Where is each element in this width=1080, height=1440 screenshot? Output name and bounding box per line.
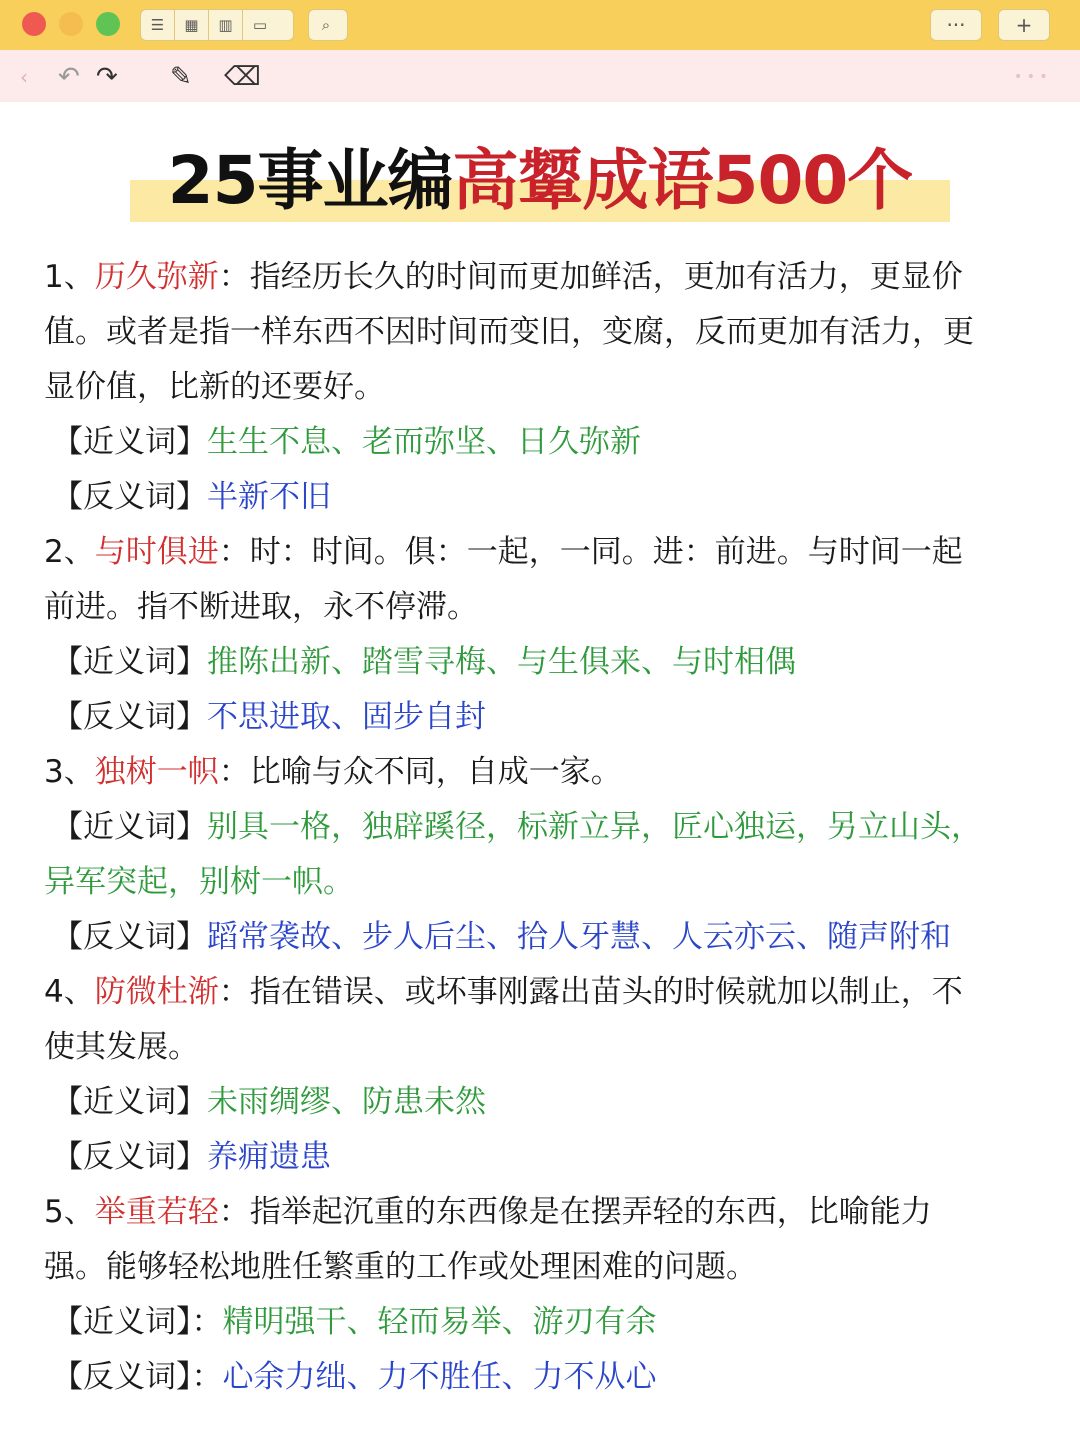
synonyms-continued: 异军突起，别树一帜。: [44, 864, 354, 900]
synonyms: 精明强干、轻而易举、游刃有余: [222, 1304, 657, 1340]
definition-line: 前进。指不断进取，永不停滞。: [44, 589, 478, 625]
definition: 指在错误、或坏事刚露出苗头的时候就加以制止，不: [249, 974, 963, 1010]
synonyms-row: [44, 635, 1044, 690]
antonyms-row: [44, 470, 1044, 525]
definition-line: 值。或者是指一样东西不因时间而变旧，变腐，反而更加有活力，更: [44, 314, 974, 350]
add-button[interactable]: +: [998, 9, 1050, 41]
entry-number: 2、: [44, 534, 95, 570]
definition-line: 强。能够轻松地胜任繁重的工作或处理困难的问题。: [44, 1249, 757, 1285]
minimize-window-dot[interactable]: [59, 12, 83, 36]
entry-number: 5、: [44, 1194, 95, 1230]
antonyms-label: 【反义词】: [52, 699, 207, 735]
antonyms: 不思进取、固步自封: [207, 699, 486, 735]
title-text: [130, 138, 950, 224]
separator: ：: [218, 1194, 250, 1230]
title-black-part: 25事业编: [167, 142, 453, 219]
synonyms-label: 【近义词】: [52, 1084, 207, 1120]
idiom-term: 历久弥新: [94, 259, 219, 295]
synonyms-label: 【近义词】：: [52, 1304, 223, 1340]
synonyms: 推陈出新、踏雪寻梅、与生俱来、与时相偶: [207, 644, 796, 680]
idiom-term: 独树一帜: [94, 754, 219, 790]
search-group: [308, 9, 348, 41]
antonyms-label: 【反义词】: [52, 479, 207, 515]
more-options-button[interactable]: ···: [930, 9, 982, 41]
undo-icon[interactable]: ↶: [58, 62, 80, 92]
entry-number: 3、: [44, 754, 95, 790]
redo-icon[interactable]: ↷: [96, 62, 118, 92]
idiom-term: 防微杜渐: [94, 974, 219, 1010]
view-toolbar-group: [140, 9, 294, 41]
antonyms-label: 【反义词】: [52, 1139, 207, 1175]
synonyms: 未雨绸缪、防患未然: [207, 1084, 486, 1120]
back-icon[interactable]: ‹: [20, 65, 28, 89]
definition: 指举起沉重的东西像是在摆弄轻的东西，比喻能力: [249, 1194, 932, 1230]
eraser-icon[interactable]: ⌫: [224, 62, 261, 92]
antonyms-row: [44, 1130, 1044, 1185]
idiom-term: 与时俱进: [94, 534, 219, 570]
definition: 时：时间。俱：一起，一同。进：前进。与时间一起: [249, 534, 963, 570]
app-toolbar: [0, 0, 1080, 50]
synonyms: 生生不息、老而弥坚、日久弥新: [207, 424, 641, 460]
antonyms-row: [44, 1350, 1044, 1405]
antonyms: 半新不旧: [207, 479, 331, 515]
synonyms-row: [44, 415, 1044, 470]
antonyms-label: 【反义词】：: [52, 1359, 223, 1395]
antonyms-row: [44, 690, 1044, 745]
page-title: [130, 138, 950, 224]
pencil-icon[interactable]: ✎: [170, 62, 192, 92]
more-dots-icon[interactable]: • • •: [1014, 69, 1048, 85]
entry-number: 1、: [44, 259, 95, 295]
synonyms: 别具一格，独辟蹊径，标新立异，匠心独运，另立山头，: [207, 809, 982, 845]
antonyms: 养痈遗患: [207, 1139, 331, 1175]
definition-line: 使其发展。: [44, 1029, 199, 1065]
antonyms: 蹈常袭故、步人后尘、拾人牙慧、人云亦云、随声附和: [207, 919, 951, 955]
antonyms-row: [44, 910, 1044, 965]
list-view-icon[interactable]: ☰: [141, 10, 175, 40]
title-red-part: 高颦成语500个: [452, 142, 913, 219]
maximize-window-dot[interactable]: [96, 12, 120, 36]
synonyms-label: 【近义词】: [52, 424, 207, 460]
list-item: [44, 525, 1044, 580]
definition-line: 显价值，比新的还要好。: [44, 369, 385, 405]
synonyms-row: [44, 1075, 1044, 1130]
separator: ：: [218, 259, 250, 295]
synonyms-row: [44, 1295, 1044, 1350]
list-item: [44, 965, 1044, 1020]
separator: ：: [218, 534, 250, 570]
synonyms-label: 【近义词】: [52, 809, 207, 845]
synonyms-label: 【近义词】: [52, 644, 207, 680]
window-view-icon[interactable]: ▭: [252, 16, 268, 34]
synonyms-row: [44, 800, 1044, 855]
idiom-term: 举重若轻: [94, 1194, 219, 1230]
separator: ：: [218, 974, 250, 1010]
search-icon[interactable]: ⌕: [321, 16, 331, 34]
separator: ：: [218, 754, 250, 790]
definition: 比喻与众不同，自成一家。: [249, 754, 622, 790]
book-view-icon[interactable]: ▥: [209, 10, 243, 40]
list-item: [44, 250, 1044, 305]
antonyms: 心余力绌、力不胜任、力不从心: [222, 1359, 657, 1395]
grid-view-icon[interactable]: ▦: [175, 10, 209, 40]
list-item: [44, 1185, 1044, 1240]
close-window-dot[interactable]: [22, 12, 46, 36]
idiom-list: [44, 250, 1044, 1405]
edit-toolbar: [0, 50, 1080, 102]
antonyms-label: 【反义词】: [52, 919, 207, 955]
list-item: [44, 745, 1044, 800]
definition: 指经历长久的时间而更加鲜活，更加有活力，更显价: [249, 259, 963, 295]
entry-number: 4、: [44, 974, 95, 1010]
